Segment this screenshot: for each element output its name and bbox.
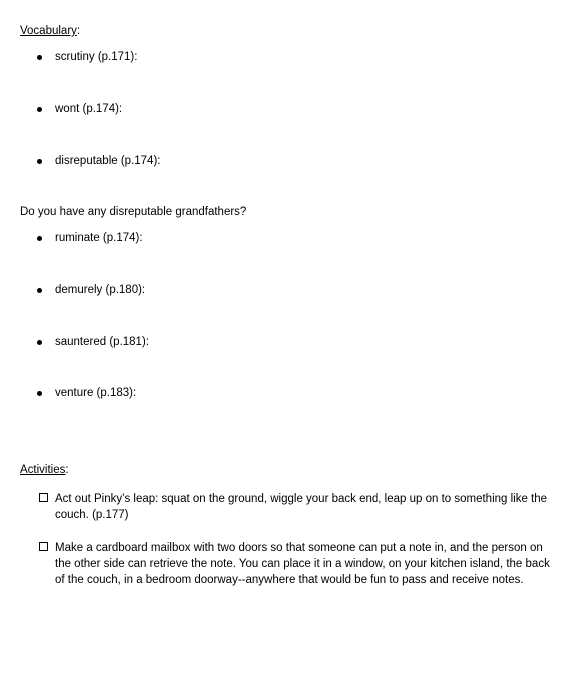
vocabulary-heading: [20, 24, 80, 39]
bullet-icon: [37, 340, 42, 345]
vocab-item-label: wont (p.174):: [55, 103, 123, 115]
activity-text: Act out Pinky’s leap: squat on the ground, wiggle your back end, leap up on to something like the couch. (p.177): [55, 493, 548, 521]
bullet-icon: [37, 159, 42, 164]
activity-text: Make a cardboard mailbox with two doors so that someone can put a note in, and the person on the other side can retrieve the note. You can place it in a window, on your kitchen island, the back of the couch, in a bedroom doorway--anywhere that would be fun to pass and receive notes.: [55, 542, 550, 586]
vocabulary-heading-colon: :: [76, 25, 81, 37]
activities-heading-text: Activities: [20, 464, 66, 476]
activities-heading: [20, 463, 69, 478]
activities-heading-colon: :: [65, 464, 69, 476]
vocab-item-label: scrutiny (p.171):: [55, 51, 138, 63]
bullet-icon: [37, 288, 42, 293]
bullet-icon: [37, 391, 42, 396]
bullet-icon: [37, 236, 42, 241]
vocab-item-label: ruminate (p.174):: [55, 232, 143, 244]
vocab-item-label: demurely (p.180):: [55, 284, 146, 296]
bullet-icon: [37, 55, 42, 60]
question-text: Do you have any disreputable grandfathers?: [20, 206, 247, 218]
checkbox-icon[interactable]: [39, 493, 48, 502]
vocabulary-heading-text: Vocabulary: [20, 25, 77, 37]
vocab-item-label: disreputable (p.174):: [55, 155, 161, 167]
bullet-icon: [37, 107, 42, 112]
vocab-item-label: venture (p.183):: [55, 387, 137, 399]
checkbox-icon[interactable]: [39, 542, 48, 551]
vocab-item-label: sauntered (p.181):: [55, 336, 149, 348]
